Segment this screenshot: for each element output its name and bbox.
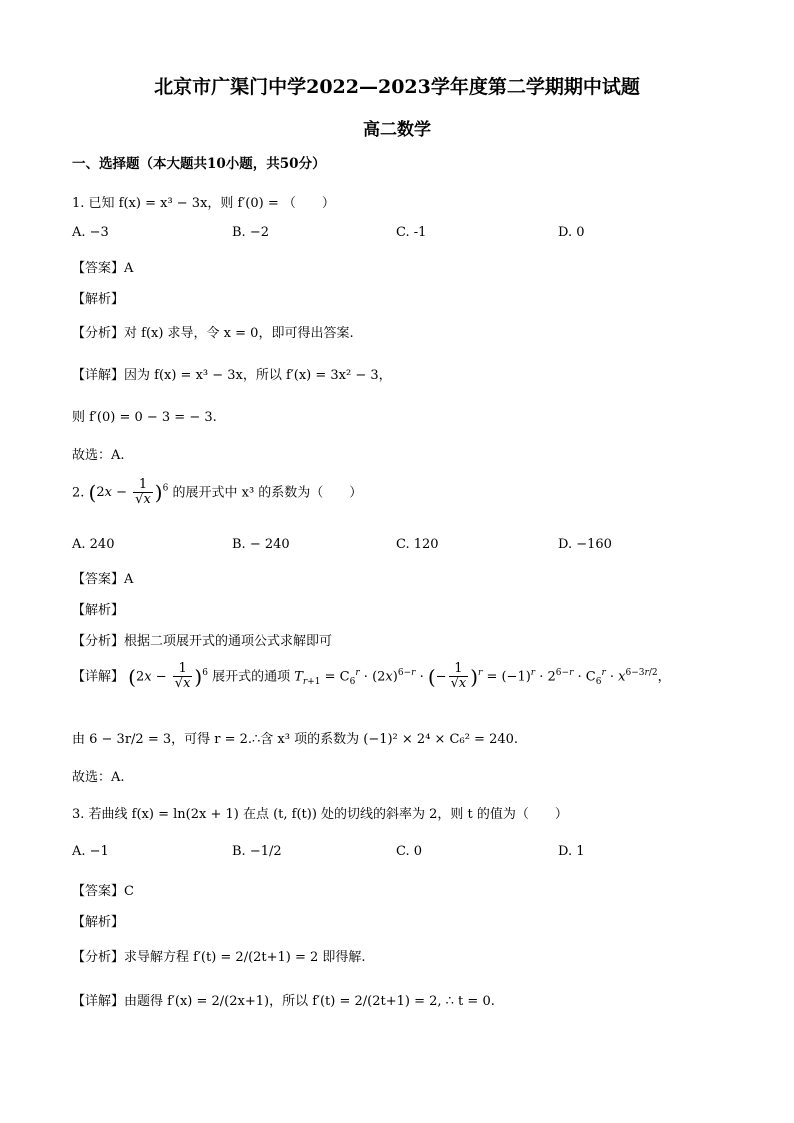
q1-jiexi: 【解析】 [72, 292, 125, 307]
q2-answer: 【答案】A [72, 572, 134, 587]
q1-detail-2: 则 f′(0) = 0 − 3 = − 3. [72, 410, 217, 425]
q2-detail-mid: 展开式的通项 [212, 669, 291, 685]
q2-choice: 故选：A. [72, 770, 125, 785]
q1-option-c: C. -1 [396, 225, 427, 240]
q2-option-a: A. 240 [72, 537, 115, 552]
q1-option-a: A. −3 [72, 225, 109, 240]
q3-answer: 【答案】C [72, 884, 134, 899]
q3-stem: 3. 若曲线 f(x) = ln(2x + 1) 在点 (t, f(t)) 处的切线的斜率为 2，则 t 的值为（ ） [72, 807, 568, 822]
q3-option-c: C. 0 [396, 844, 423, 859]
q1-stem: 1. 已知 f(x) = x³ − 3x，则 f′(0) = （ ） [72, 196, 335, 211]
q3-fenxi: 【分析】求导解方程 f′(t) = 2/(2t+1) = 2 即得解. [72, 950, 366, 965]
q1-answer: 【答案】A [72, 261, 134, 276]
q2-option-b: B. − 240 [232, 537, 290, 552]
q2-jiexi: 【解析】 [72, 603, 125, 618]
q3-detail: 【详解】由题得 f′(x) = 2/(2x+1)，所以 f′(t) = 2/(2t+1) = 2, ∴ t = 0. [72, 994, 495, 1009]
q2-detail-2: 由 6 − 3r/2 = 3，可得 r = 2.∴含 x³ 项的系数为 (−1)² × 2⁴ × C₆² = 240. [72, 732, 519, 747]
q2-number: 2. [72, 485, 85, 501]
q3-option-a: A. −1 [72, 844, 109, 859]
q2-detail: 【详解】 (2x − $\frac{1}{√x}$ )$^6$ 展开式的通项 $T_{r+1} = C_6^r \cdot (2x)^{6-r}$ · (− $\frac{1}{√x}$ )$^r = (-1)^r \cdot 2^{6-r} \cdot C_6^r \cdot x^{6-3r/2}$， [72, 661, 671, 692]
q1-option-d: D. 0 [558, 225, 585, 240]
q2-stem [72, 478, 362, 508]
q1-detail-1: 【详解】因为 f(x) = x³ − 3x，所以 f′(x) = 3x² − 3， [72, 368, 392, 383]
page-subtitle: 高二数学 [363, 120, 431, 140]
q1-option-b: B. −2 [232, 225, 269, 240]
q2-detail-prefix: 【详解】 [72, 669, 125, 685]
page-title: 北京市广渠门中学2022—2023学年度第二学期期中试题 [154, 76, 640, 98]
q2-option-c: C. 120 [396, 537, 439, 552]
q3-jiexi: 【解析】 [72, 915, 125, 930]
q2-binomial: (2x − $\frac{1}{√x}$ )$^6$ [88, 477, 169, 508]
q3-option-d: D. 1 [558, 844, 585, 859]
section-heading: 一、选择题（本大题共10小题，共50分） [72, 156, 326, 172]
q2-stem-suffix: 的展开式中 x³ 的系数为（ ） [172, 485, 363, 501]
q2-option-d: D. −160 [558, 537, 612, 552]
q1-fenxi: 【分析】对 f(x) 求导，令 x = 0，即可得出答案. [72, 326, 354, 341]
q1-choice: 故选：A. [72, 448, 125, 463]
q3-option-b: B. −1/2 [232, 844, 282, 859]
q2-fenxi: 【分析】根据二项展开式的通项公式求解即可 [72, 634, 333, 649]
